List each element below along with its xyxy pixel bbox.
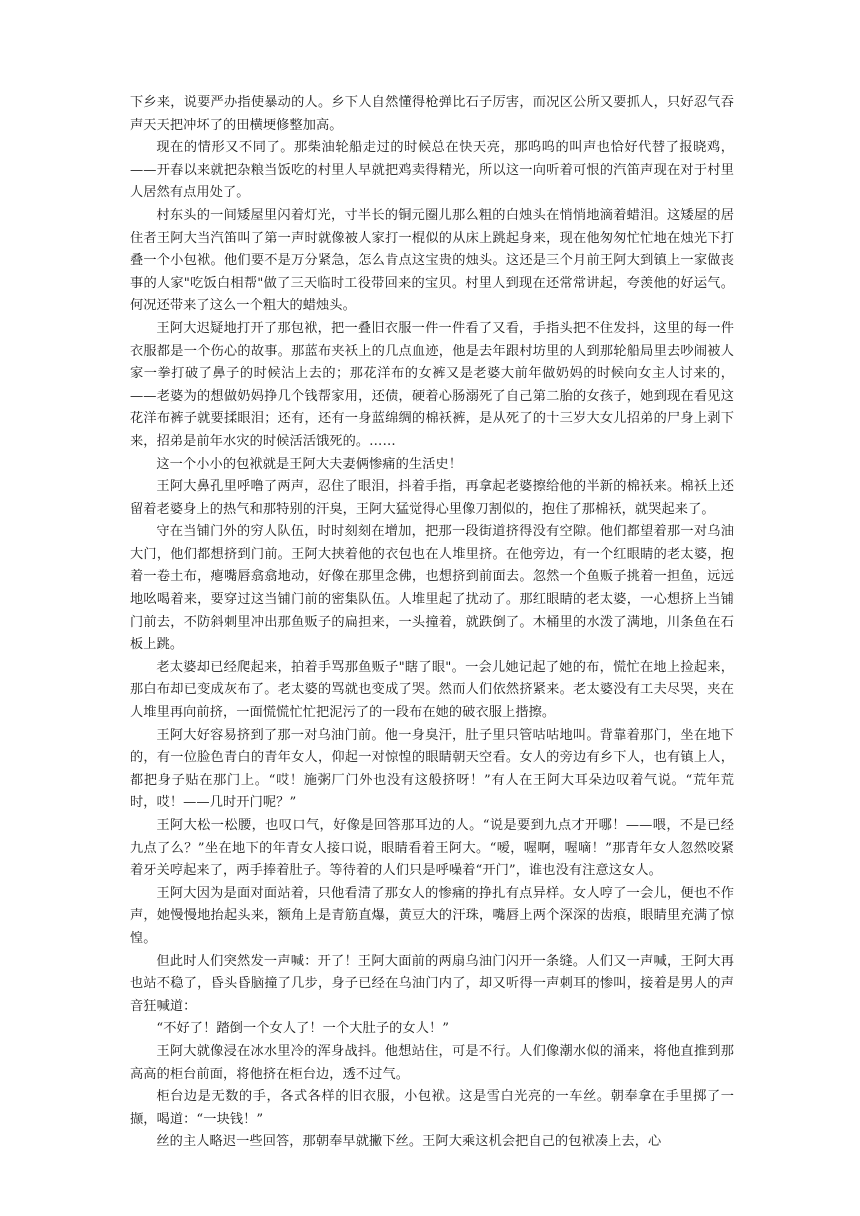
paragraph: 王阿大就像浸在冰水里冷的浑身战抖。他想站住，可是不行。人们像潮水似的涌来，将他直推到那高高的柜台前面，将他挤在柜台边，透不过气。 bbox=[130, 1043, 734, 1082]
paragraph: 王阿大鼻孔里呼噜了两声，忍住了眼泪，抖着手指，再拿起老婆擦给他的半新的棉袄来。棉袄上还留着老婆身上的热气和那特别的汗臭，王阿大猛觉得心里像刀割似的，抱住了那棉袄，就哭起来了。 bbox=[130, 479, 734, 517]
paragraph: 柜台边是无数的手，各式各样的旧衣服，小包袱。这是雪白光亮的一车丝。朝奉拿在手里掷了一撷，喝道：“一块钱！” bbox=[130, 1089, 734, 1127]
paragraph: 村东头的一间矮屋里闪着灯光，寸半长的铜元圈儿那么粗的白烛头在悄悄地滴着蜡泪。这矮屋的居住者王阿大当汽笛叫了第一声时就像被人家打一棍似的从床上跳起身来，现在他匆匆忙忙地在烛光下打叠一个小包袱。他们要不是万分紧急，怎么肯点这宝贵的烛头。这还是三个月前王阿大到镇上一家做丧事的人家"吃饭白相帮"做了三天临时工役带回来的宝贝。村里人到现在还常常讲起，夸羡他的好运气。何况还带来了这么一个粗大的蜡烛头。 bbox=[130, 207, 734, 314]
paragraph: 丝的主人略迟一些回答，那朝奉早就撇下丝。王阿大乘这机会把自己的包袱凑上去，心 bbox=[156, 1134, 662, 1150]
paragraph: 守在当铺门外的穷人队伍，时时刻刻在增加，把那一段街道挤得没有空隙。他们都望着那一对乌油大门，他们都想挤到门前。王阿大挟着他的衣包也在人堆里挤。在他旁边，有一个红眼睛的老太婆，抱着一卷土布，瘪嘴唇翕翕地动，好像在那里念佛，也想挤到前面去。忽然一个鱼贩子挑着一担鱼，远远地吆喝着来，要穿过这当铺门前的密集队伍。人堆里起了扰动了。那红眼睛的老太婆，一心想挤上当铺门前去，不防斜刺里冲出那鱼贩子的扁担来，一头撞着，就跌倒了。木桶里的水泼了满地，川条鱼在石板上跳。 bbox=[130, 524, 734, 653]
paragraph: 王阿大迟疑地打开了那包袱，把一叠旧衣服一件一件看了又看，手指头把不住发抖，这里的每一件衣服都是一个伤心的故事。那蓝布夹袄上的几点血迹，他是去年跟村坊里的人到那轮船局里去吵闹被人家一拳打破了鼻子的时候沾上去的；那花洋布的女裤又是老婆大前年做奶妈的时候向女主人讨来的，——老婆为的想做奶妈挣几个钱帮家用，还债，硬着心肠溺死了自己第二胎的女孩子，她到现在看见这花洋布裤子就要揉眼泪；还有，还有一身蓝绵绸的棉袄裤，是从死了的十三岁大女儿招弟的尸身上剥下来，招弟是前年水灾的时候活活饿死的。…… bbox=[130, 320, 734, 449]
paragraph: “不好了！踏倒一个女人了！一个大肚子的女人！” bbox=[156, 1021, 450, 1037]
paragraph: 但此时人们突然发一声喊：开了！王阿大面前的两扇乌油门闪开一条缝。人们又一声喊，王阿大再也站不稳了，昏头昏脑撞了几步，身子已经在乌油门内了，却又听得一声刺耳的惨叫，接着是男人的声音狂喊道： bbox=[130, 953, 734, 1014]
paragraph: 老太婆却已经爬起来，拍着手骂那鱼贩子"瞎了眼"。一会儿她记起了她的布，慌忙在地上捡起来，那白布却已变成灰布了。老太婆的骂就也变成了哭。然而人们依然挤紧来。老太婆没有工夫尽哭，夹在人堆里再向前挤，一面慌慌忙忙把泥污了的一段布在她的破衣服上揩擦。 bbox=[130, 659, 734, 721]
paragraph: 下乡来，说要严办指使暴动的人。乡下人自然懂得枪弹比石子厉害，而况区公所又要抓人，只好忍气吞声天天把冲坏了的田横埂修整加高。 bbox=[130, 95, 734, 133]
paragraph: 现在的情形又不同了。那柴油轮船走过的时候总在快天亮，那呜呜的叫声也恰好代替了报晓鸡，——开春以来就把杂粮当饭吃的村里人早就把鸡卖得精光，所以这一向听着可恨的汽笛声现在对于村里人居然有点用处了。 bbox=[130, 140, 734, 201]
paragraph: 王阿大因为是面对面站着，只他看清了那女人的惨痛的挣扎有点异样。女人哼了一会儿，便也不作声，她慢慢地抬起头来，额角上是青筋直爆，黄豆大的汗珠，嘴唇上两个深深的齿痕，眼睛里充满了惊惶。 bbox=[130, 885, 734, 946]
paragraph: 王阿大好容易挤到了那一对乌油门前。他一身臭汗，肚子里只管咕咕地叫。背靠着那门，坐在地下的，有一位脸色青白的青年女人，仰起一对惊惶的眼睛朝天空看。女人的旁边有乡下人，也有镇上人，都把身子贴在那门上。“哎！施粥厂门外也没有这般挤呀！”有人在王阿大耳朵边叹着气说。“荒年荒时，哎！——几时开门呢？” bbox=[130, 727, 734, 811]
paragraph: 王阿大松一松腰，也叹口气，好像是回答那耳边的人。“说是要到九点才开哪！——喂，不是已经九点了么？”坐在地下的年青女人接口说，眼睛看着王阿大。“嗳，喔啊，喔嘀！”那青年女人忽然咬紧着牙关哼起来了，两手捧着肚子。等待着的人们只是呼噪着“开门”，谁也没有注意这女人。 bbox=[130, 818, 734, 879]
paragraph: 这一个小小的包袱就是王阿大夫妻俩惨痛的生活史！ bbox=[156, 456, 463, 472]
document-body bbox=[130, 92, 734, 1154]
